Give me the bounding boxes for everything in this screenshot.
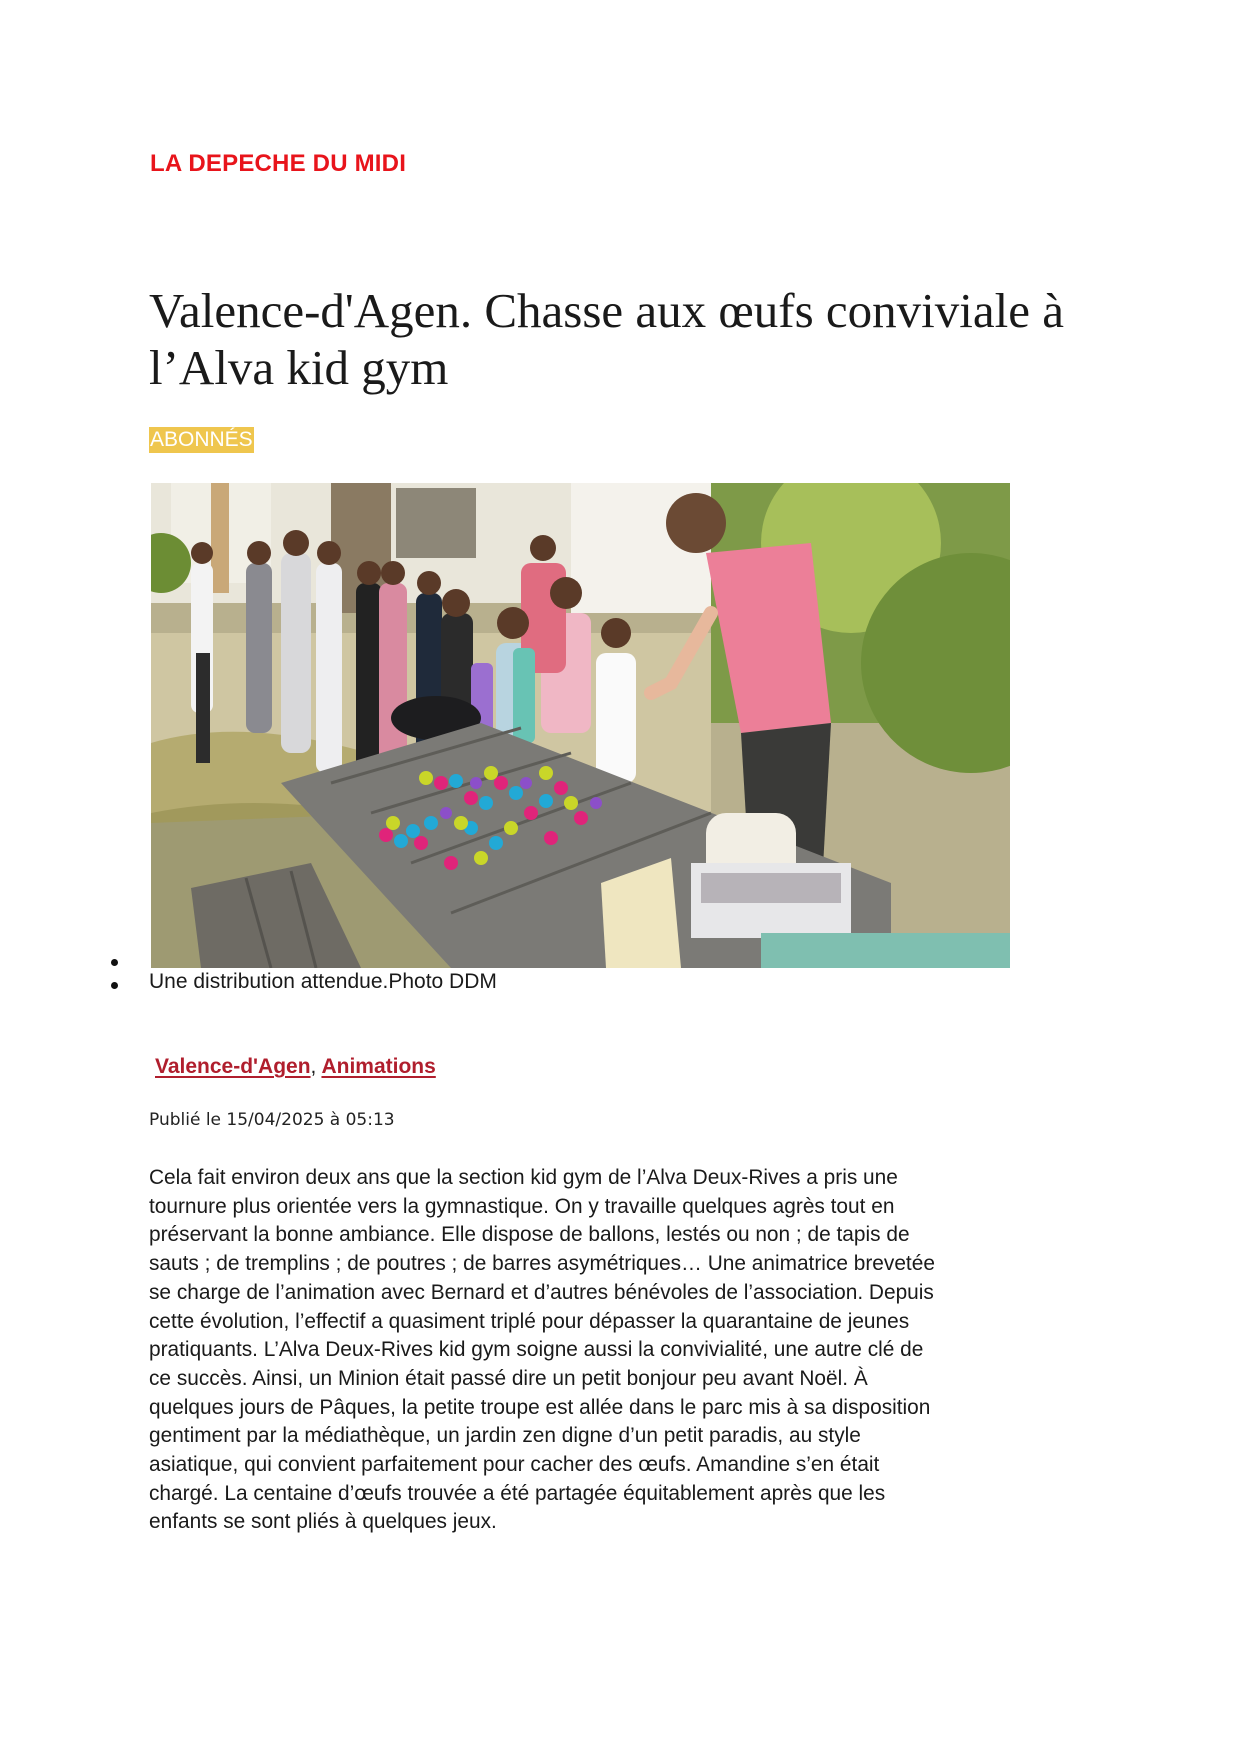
body-line: asiatique, qui convient parfaitement pour cacher des œufs. Amandine s’en était <box>149 1452 880 1477</box>
photo-caption: Une distribution attendue.Photo DDM <box>149 970 497 993</box>
publication-date: Publié le 15/04/2025 à 05:13 <box>149 1110 395 1130</box>
body-line: chargé. La centaine d’œufs trouvée a été partagée équitablement après que les <box>149 1480 886 1505</box>
article-title <box>149 282 1109 396</box>
photo-image <box>151 483 1010 968</box>
tag-link-animations[interactable]: Animations <box>321 1055 436 1078</box>
tag-link-valence-dagen[interactable]: Valence-d'Agen <box>155 1055 311 1078</box>
subscribers-badge: ABONNÉS <box>150 428 253 451</box>
tag-separator: , <box>310 1055 317 1078</box>
body-line: sauts ; de tremplins ; de poutres ; de barres asymétriques… Une animatrice brevetée <box>149 1251 935 1276</box>
body-line: gentiment par la médiathèque, un jardin zen digne d’un petit paradis, au style <box>149 1423 861 1448</box>
article-photo <box>151 483 1010 968</box>
article-title-line-1: Valence-d'Agen. Chasse aux œufs conviviale à <box>149 283 1065 338</box>
body-line: enfants se sont pliés à quelques jeux. <box>149 1509 497 1534</box>
article-title-line-2: l’Alva kid gym <box>149 340 449 395</box>
body-line: quelques jours de Pâques, la petite troupe est allée dans le parc mis à sa disposition <box>149 1394 931 1419</box>
publication-masthead: LA DEPECHE DU MIDI <box>150 150 407 177</box>
body-line: cette évolution, l’effectif a quasiment triplé pour dépasser la quarantaine de jeunes <box>149 1308 910 1333</box>
body-line: tournure plus orientée vers la gymnastique. On y travaille quelques agrès tout en <box>149 1193 895 1218</box>
body-line: se charge de l’animation avec Bernard et d’autres bénévoles de l’association. Depuis <box>149 1279 934 1304</box>
body-line: ce succès. Ainsi, un Minion était passé dire un petit bonjour peu avant Noël. À <box>149 1365 868 1390</box>
body-line: pratiquants. L’Alva Deux-Rives kid gym soigne aussi la convivialité, une autre clé de <box>149 1337 924 1362</box>
article-body <box>149 1163 1080 1536</box>
body-line: Cela fait environ deux ans que la section kid gym de l’Alva Deux-Rives a pris une <box>149 1165 898 1189</box>
list-bullet <box>111 959 118 966</box>
list-bullet <box>111 982 118 989</box>
article-tags <box>155 1055 436 1079</box>
body-line: préservant la bonne ambiance. Elle dispose de ballons, lestés ou non ; de tapis de <box>149 1222 910 1247</box>
